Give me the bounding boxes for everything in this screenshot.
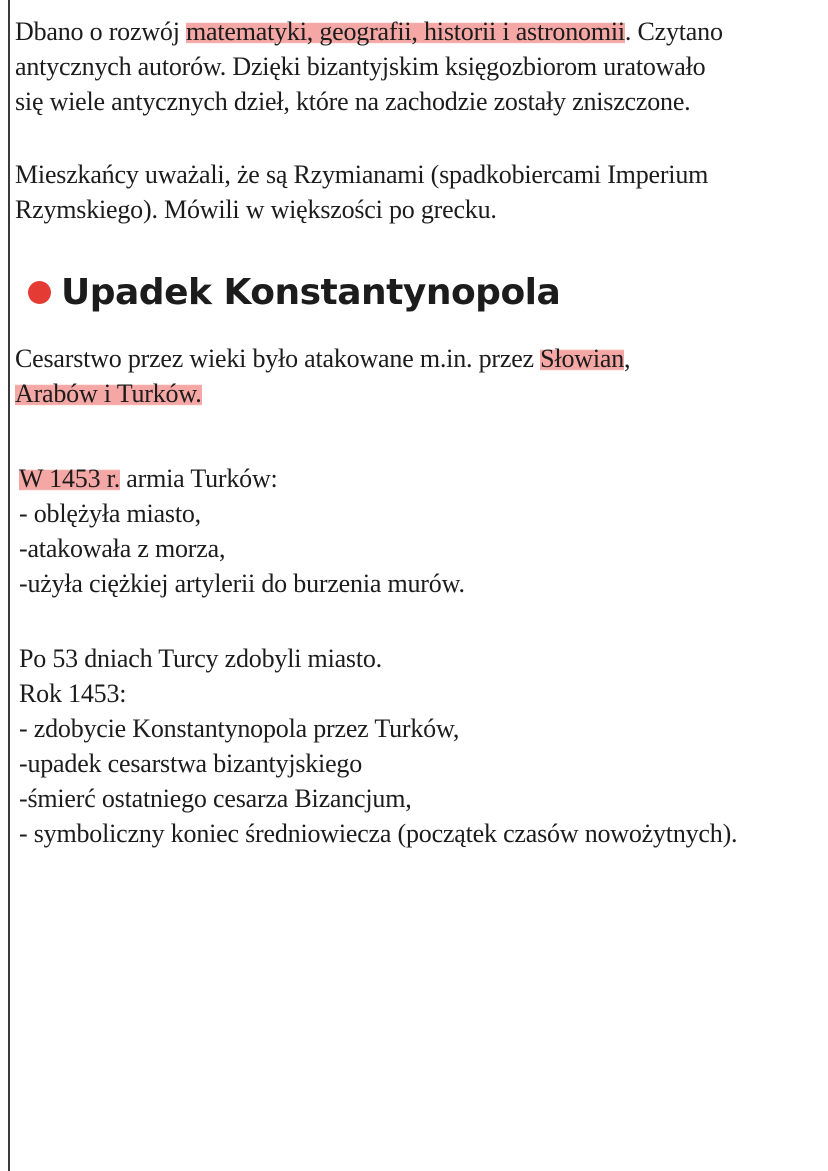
fall-item: -śmierć ostatniego cesarza Bizancjum,: [19, 784, 412, 813]
siege-item: - oblężyła miasto,: [19, 499, 201, 528]
fall-item: -upadek cesarstwa bizantyjskiego: [19, 749, 363, 778]
highlight-arabs-turks: Arabów i Turków.: [15, 379, 202, 408]
intro-text: Dbano o rozwój: [15, 17, 187, 46]
attacks-line-2: [15, 376, 630, 411]
margin-line: [8, 0, 10, 1171]
fall-paragraph: [19, 641, 737, 851]
highlight-year: W 1453 r.: [19, 464, 120, 493]
romans-line-1: Mieszkańcy uważali, że są Rzymianami (spadkobiercami Imperium: [15, 160, 709, 189]
intro-paragraph: [15, 14, 723, 119]
siege-item: -atakowała z morza,: [19, 534, 226, 563]
section-title: Upadek Konstantynopola: [61, 272, 561, 313]
intro-line-1: [15, 14, 723, 49]
intro-text: . Czytano: [624, 17, 723, 46]
attacks-text: Cesarstwo przez wieki było atakowane m.in. przez: [15, 344, 541, 373]
attacks-text: ,: [624, 344, 631, 373]
intro-line-3: się wiele antycznych dzieł, które na zachodzie zostały zniszczone.: [15, 87, 691, 116]
highlight-slavs: Słowian: [540, 344, 624, 373]
fall-line-2: Rok 1453:: [19, 679, 127, 708]
romans-line-2: Rzymskiego). Mówili w większości po grecku.: [15, 195, 497, 224]
attacks-paragraph: [15, 341, 630, 411]
attacks-line-1: [15, 341, 630, 376]
bullet-dot-icon: [28, 281, 51, 304]
highlight-sciences: matematyki, geografii, historii i astronomii: [186, 17, 625, 46]
fall-item: - zdobycie Konstantynopola przez Turków,: [19, 714, 460, 743]
siege-item: -użyła ciężkiej artylerii do burzenia murów.: [19, 569, 465, 598]
siege-heading-line: [19, 461, 465, 496]
romans-paragraph: [15, 157, 708, 227]
fall-item: - symboliczny koniec średniowiecza (początek czasów nowożytnych).: [19, 819, 738, 848]
siege-text: armia Turków:: [120, 464, 278, 493]
siege-paragraph: [19, 461, 465, 601]
fall-line-1: Po 53 dniach Turcy zdobyli miasto.: [19, 644, 382, 673]
intro-line-2: antycznych autorów. Dzięki bizantyjskim księgozbiorom uratowało: [15, 52, 706, 81]
section-heading: [28, 272, 560, 313]
